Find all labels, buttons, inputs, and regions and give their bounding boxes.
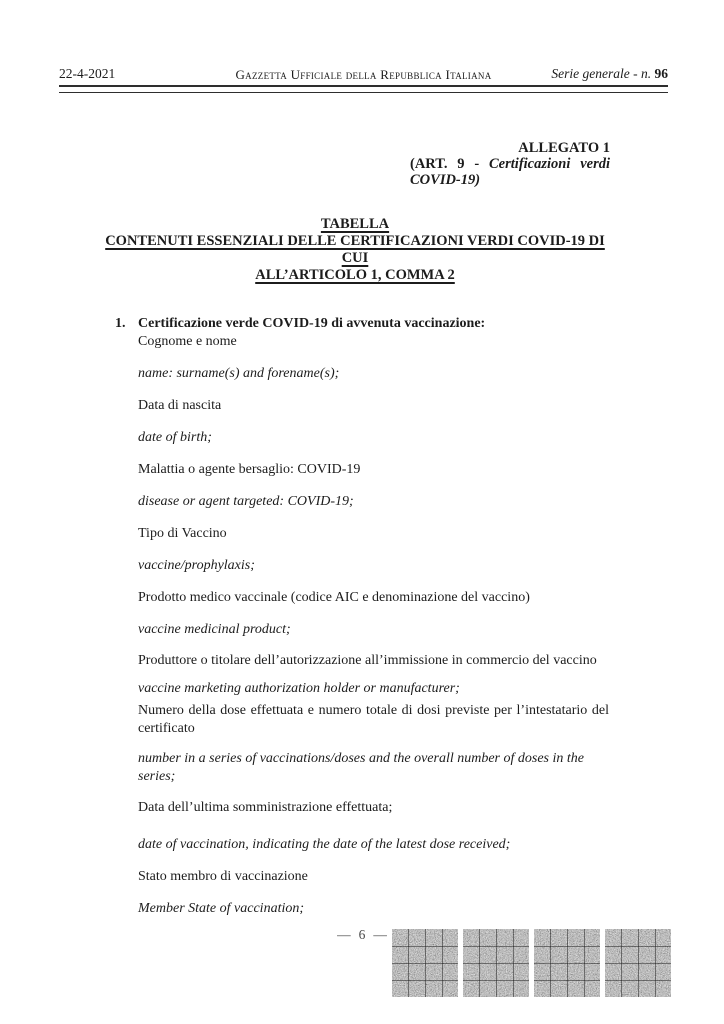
list-item-heading-text: Certificazione verde COVID-19 di avvenuta vaccinazione: xyxy=(138,316,486,331)
footer-noise-square xyxy=(392,929,458,997)
field-label-english: number in a series of vaccinations/doses and the overall number of doses in the series; xyxy=(138,751,584,784)
issue-date: 22-4-2021 xyxy=(59,66,116,81)
title-line-2: CONTENUTI ESSENZIALI DELLE CERTIFICAZIONI VERDI COVID-19 DI CUI xyxy=(105,233,605,266)
field-label-italian: Stato membro di vaccinazione xyxy=(138,869,308,884)
field-label-italian: Produttore o titolare dell’autorizzazione all’immissione in commercio del vaccino xyxy=(138,653,597,668)
field-label-italian: Data di nascita xyxy=(138,398,222,413)
annex-art-number: 9 xyxy=(457,156,465,172)
annex-block xyxy=(410,140,610,188)
footer-noise-square xyxy=(463,929,529,997)
certificate-field xyxy=(115,868,609,918)
footer-noise-strip xyxy=(392,929,671,997)
field-label-english: vaccine medicinal product; xyxy=(138,622,291,637)
page-number-dash-left: — xyxy=(337,927,351,942)
certificate-field xyxy=(115,461,609,511)
field-label-english: name: surname(s) and forename(s); xyxy=(138,366,340,381)
annex-art-open: (ART. xyxy=(410,156,448,172)
field-label-italian: Numero della dose effettuata e numero totale di dosi previste per l’intestatario del certificato xyxy=(138,703,609,736)
list-item-number: 1. xyxy=(115,316,126,331)
list-item-heading xyxy=(115,315,609,333)
field-label-italian: Prodotto medico vaccinale (codice AIC e denominazione del vaccino) xyxy=(138,590,530,605)
annex-article-line xyxy=(410,156,610,172)
annex-art-dash: - xyxy=(474,156,480,172)
series-separator: - n. xyxy=(633,66,652,81)
certificate-field xyxy=(115,652,609,698)
title-line-1: TABELLA xyxy=(320,216,390,232)
series-number: 96 xyxy=(654,66,668,81)
footer-noise-square xyxy=(605,929,671,997)
certificate-field xyxy=(115,397,609,447)
field-label-english: disease or agent targeted: COVID-19; xyxy=(138,494,354,509)
field-label-italian: Data dell’ultima somministrazione effettuata; xyxy=(138,800,393,815)
field-label-english: date of vaccination, indicating the date of the latest dose received; xyxy=(138,837,511,852)
certificate-field xyxy=(115,525,609,575)
field-label-italian: Tipo di Vaccino xyxy=(138,526,227,541)
annex-art-subject: Certificazioni verdi xyxy=(489,156,610,172)
certificate-contents-list xyxy=(115,315,609,932)
field-label-italian: Malattia o agente bersaglio: COVID-19 xyxy=(138,462,361,477)
header-double-rule xyxy=(59,85,668,93)
page-number-value: 6 xyxy=(358,927,366,942)
certificate-field xyxy=(115,799,609,854)
field-label-english: vaccine/prophylaxis; xyxy=(138,558,255,573)
page-header xyxy=(59,66,668,84)
annex-art-close: COVID-19) xyxy=(410,172,481,188)
annex-label: ALLEGATO 1 xyxy=(518,140,610,156)
field-label-italian: Cognome e nome xyxy=(138,334,237,349)
document-title xyxy=(95,216,615,284)
certificate-field xyxy=(115,589,609,639)
certificate-field xyxy=(115,702,609,786)
footer-noise-square xyxy=(534,929,600,997)
field-label-english: Member State of vaccination; xyxy=(138,901,305,916)
field-label-english: vaccine marketing authorization holder or manufacturer; xyxy=(138,681,460,696)
title-line-3: ALL’ARTICOLO 1, COMMA 2 xyxy=(255,267,455,283)
series-label: Serie generale xyxy=(551,66,630,81)
series-info xyxy=(551,66,668,82)
gazette-title: Gazzetta Ufficiale della Repubblica Italiana xyxy=(235,67,492,82)
certificate-field xyxy=(115,333,609,383)
field-label-english: date of birth; xyxy=(138,430,212,445)
page-number-dash-right: — xyxy=(373,927,387,942)
